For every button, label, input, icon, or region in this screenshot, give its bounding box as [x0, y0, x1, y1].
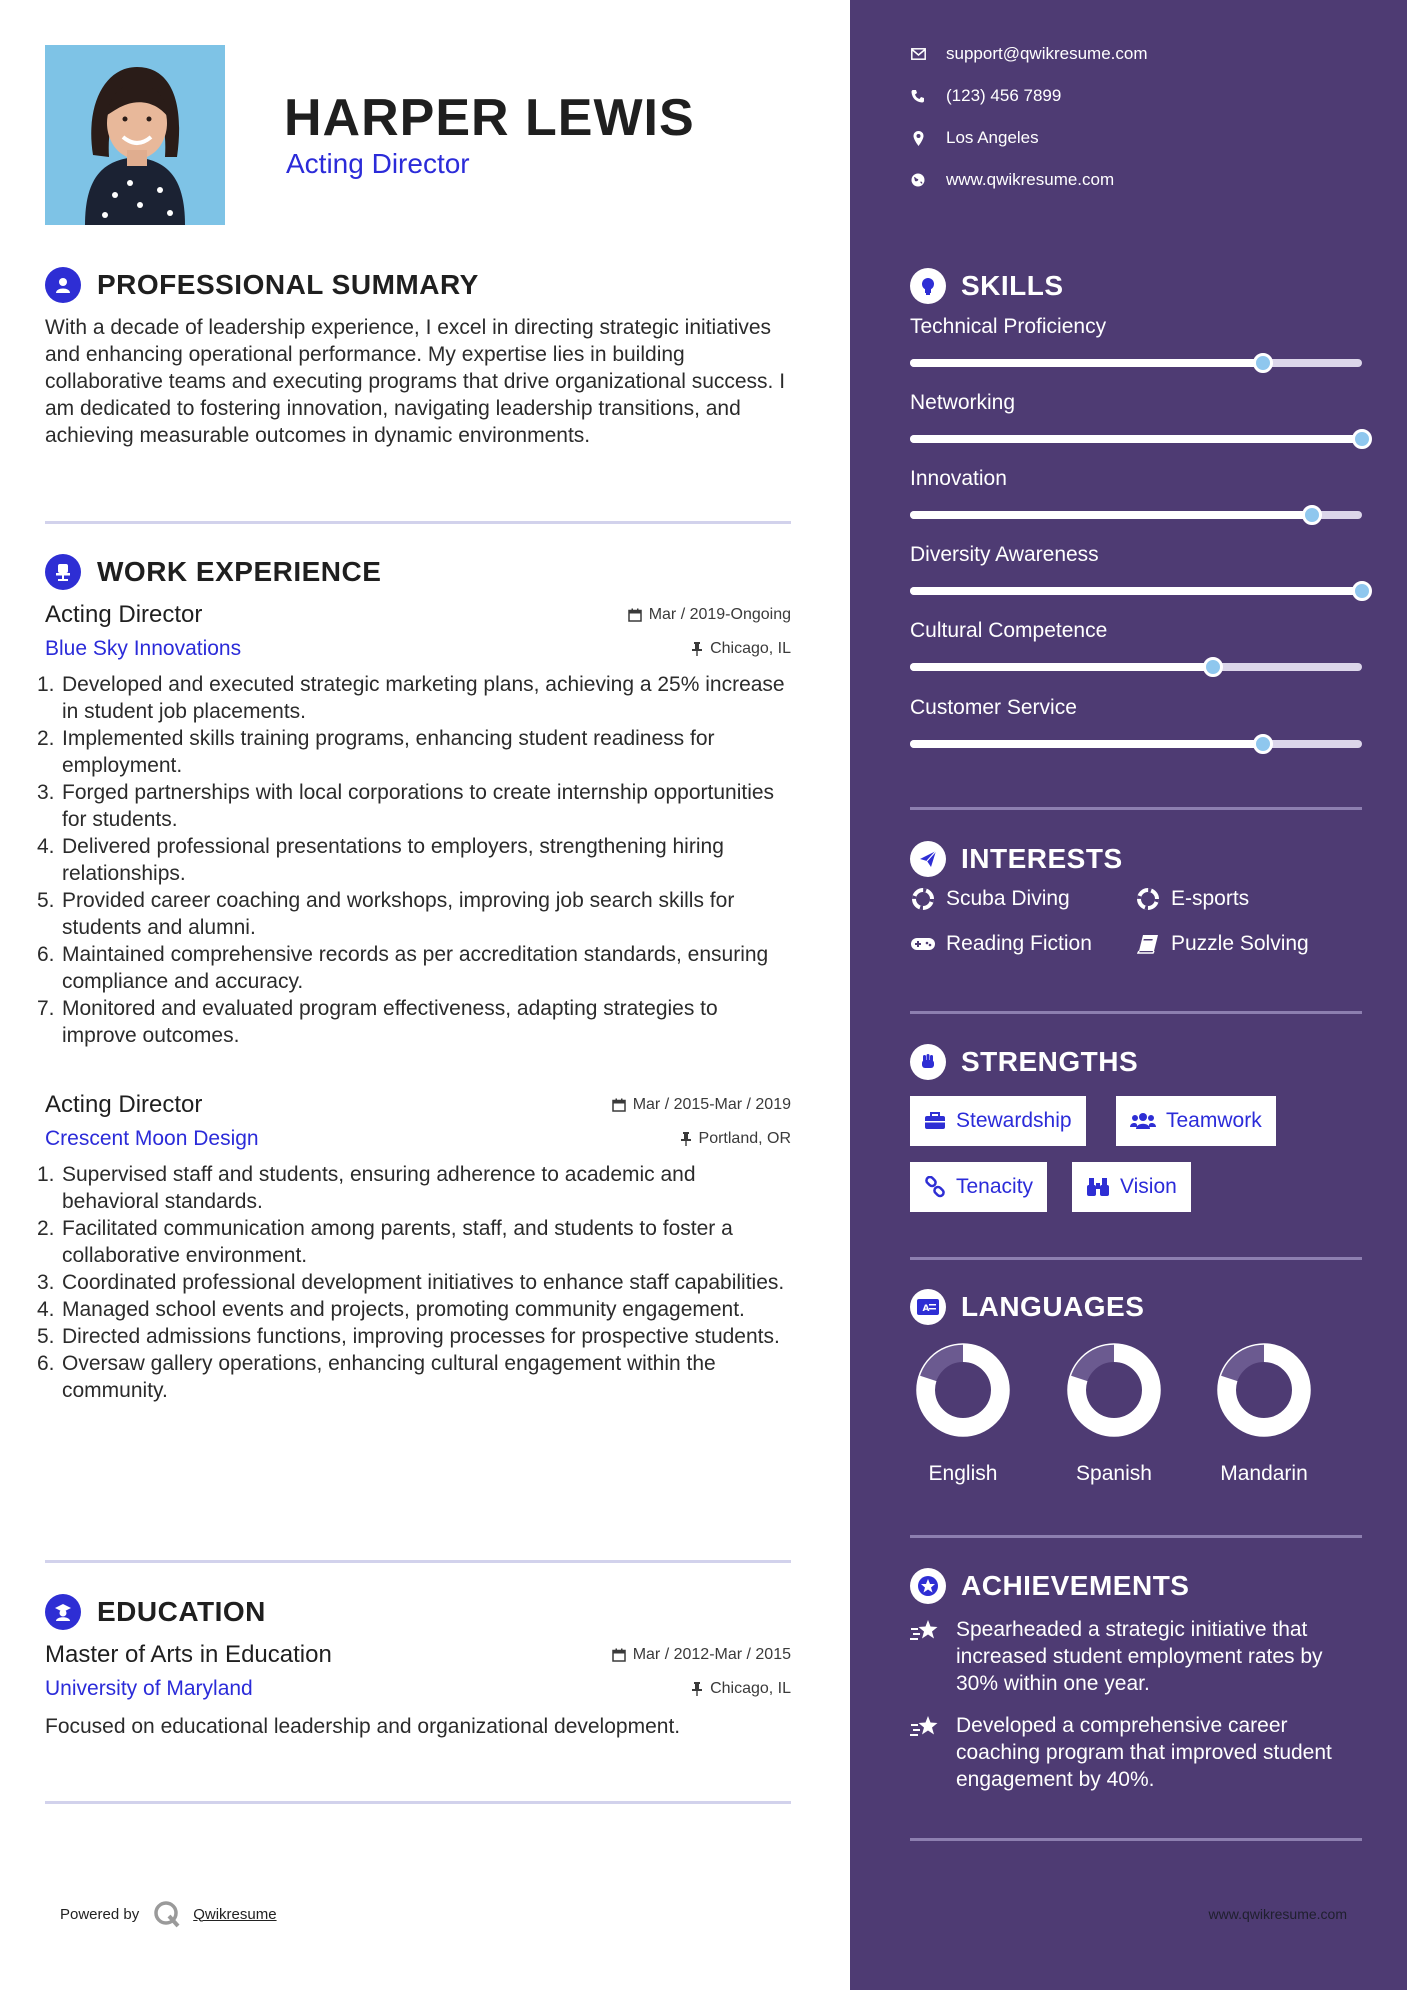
- education-dates-text: Mar / 2012-Mar / 2015: [632, 1646, 791, 1663]
- achievements-section-header: [910, 1567, 1189, 1605]
- skill-name: Innovation: [910, 467, 1007, 490]
- pin-icon: [680, 1132, 692, 1146]
- profile-photo: [45, 45, 225, 225]
- skill-bar-knob: [1253, 353, 1273, 373]
- globe-icon: [911, 173, 925, 187]
- candidate-role: Acting Director: [286, 148, 470, 179]
- strength-label: Vision: [1120, 1175, 1177, 1198]
- list-item: 7. Monitored and evaluated program effectiveness, adapting strategies to improve outcomes.: [37, 997, 718, 1047]
- contact-location: [910, 128, 1039, 148]
- language-name: English: [928, 1462, 998, 1485]
- briefcase-icon: [924, 1112, 946, 1130]
- education-description: Focused on educational leadership and organizational development.: [45, 1715, 681, 1738]
- job-title: Acting Director: [45, 1091, 203, 1118]
- degree-title: Master of Arts in Education: [45, 1641, 332, 1668]
- section-divider: [910, 1011, 1362, 1014]
- interest-label: Reading Fiction: [946, 932, 1092, 955]
- svg-text:A: A: [922, 1304, 930, 1314]
- education-entry: [45, 1641, 791, 1740]
- calendar-icon: [628, 608, 642, 622]
- pin-icon: [691, 1682, 703, 1696]
- language-proficiency-ring: [913, 1340, 1013, 1440]
- paper-plane-icon: [910, 841, 946, 877]
- skill-bar: [910, 663, 1362, 671]
- skills-section-header: [910, 267, 1064, 305]
- lightbulb-icon: [910, 268, 946, 304]
- skill-bar: [910, 359, 1362, 367]
- language-name: Spanish: [1076, 1462, 1152, 1485]
- job-title: Acting Director: [45, 601, 203, 628]
- job-bullets: [37, 671, 791, 1049]
- strength-label: Tenacity: [956, 1175, 1034, 1198]
- language-item: [1194, 1340, 1334, 1486]
- school-name: University of Maryland: [45, 1677, 253, 1700]
- skill-bar-knob: [1302, 505, 1322, 525]
- section-divider: [910, 1838, 1362, 1841]
- interest-label: E-sports: [1171, 887, 1250, 910]
- phone-icon: [911, 89, 925, 103]
- skill-bar-knob: [1352, 581, 1372, 601]
- contact-phone-text: (123) 456 7899: [946, 86, 1062, 105]
- candidate-name: HARPER LEWIS: [284, 89, 695, 147]
- list-item: 1. Developed and executed strategic marketing plans, achieving a 25% increase in student job placements.: [37, 673, 785, 723]
- contact-website[interactable]: [910, 170, 1114, 190]
- interest-label: Puzzle Solving: [1171, 932, 1309, 955]
- education-title: EDUCATION: [97, 1596, 266, 1627]
- achievement-item: [910, 1616, 1370, 1697]
- skill-name: Technical Proficiency: [910, 315, 1107, 338]
- star-badge-icon: [910, 1568, 946, 1604]
- contact-email[interactable]: [910, 44, 1148, 64]
- education-dates: [612, 1646, 791, 1664]
- interest-label: Scuba Diving: [946, 887, 1070, 910]
- skill-bar: [910, 435, 1362, 443]
- link-icon: [924, 1176, 946, 1198]
- summary-text: With a decade of leadership experience, I excel in directing strategic initiatives and enhancing operational performance. My expertise lies in building collaborative teams and executing programs that drive organizational success. I am dedicated to fostering innovation, navigating leadership transitions, and achieving measurable outcomes in dynamic environments.: [45, 316, 786, 447]
- binoculars-icon: [1086, 1177, 1110, 1197]
- skill-item: [910, 543, 1362, 595]
- qwikresume-link[interactable]: Qwikresume: [193, 1905, 277, 1923]
- contact-email-text: support@qwikresume.com: [946, 44, 1148, 63]
- languages-title: LANGUAGES: [961, 1291, 1145, 1322]
- section-divider: [45, 1560, 791, 1563]
- strength-label: Teamwork: [1166, 1109, 1262, 1132]
- job-dates-text: Mar / 2019-Ongoing: [648, 606, 791, 623]
- sidebar: [850, 0, 1407, 1990]
- users-icon: [1130, 1112, 1156, 1130]
- skill-item: [910, 619, 1362, 671]
- list-item: 4. Delivered professional presentations to employers, strengthening hiring relationships.: [37, 835, 724, 885]
- skill-item: [910, 467, 1362, 519]
- job-dates-text: Mar / 2015-Mar / 2019: [632, 1096, 791, 1113]
- job-location: [691, 640, 791, 658]
- strength-tag: [910, 1162, 1047, 1212]
- job-entry: [37, 601, 791, 1049]
- language-proficiency-ring: [1214, 1340, 1314, 1440]
- section-divider: [45, 521, 791, 524]
- job-entry: [37, 1091, 791, 1404]
- list-item: 4. Managed school events and projects, promoting community engagement.: [37, 1298, 745, 1321]
- skill-item: [910, 391, 1362, 443]
- life-ring-icon: [912, 888, 934, 910]
- job-bullets: [37, 1161, 791, 1404]
- contact-website-text: www.qwikresume.com: [946, 170, 1115, 189]
- list-item: 1. Supervised staff and students, ensuring adherence to academic and behavioral standards.: [37, 1163, 696, 1213]
- skill-bar: [910, 587, 1362, 595]
- strength-tag: [1072, 1162, 1191, 1212]
- strengths-section-header: [910, 1043, 1138, 1081]
- interest-item: [1135, 887, 1249, 911]
- list-item: 5. Provided career coaching and workshops, improving job search skills for students and alumni.: [37, 889, 735, 939]
- user-icon: [45, 267, 81, 303]
- education-section-header: [45, 1593, 791, 1631]
- company-name: Blue Sky Innovations: [45, 637, 242, 660]
- summary-section: [45, 266, 791, 449]
- calendar-icon: [612, 1098, 626, 1112]
- strength-label: Stewardship: [956, 1109, 1072, 1132]
- life-ring-icon: [1137, 888, 1159, 910]
- interests-section-header: [910, 840, 1123, 878]
- skill-bar-knob: [1203, 657, 1223, 677]
- skill-item: [910, 315, 1362, 367]
- summary-title: PROFESSIONAL SUMMARY: [97, 269, 479, 300]
- interest-item: [910, 887, 1070, 911]
- strength-tag: [1116, 1096, 1276, 1146]
- section-divider: [910, 807, 1362, 810]
- interest-item: [1135, 932, 1309, 956]
- languages-section-header: [910, 1288, 1144, 1326]
- job-location: [680, 1130, 791, 1148]
- list-item: 6. Maintained comprehensive records as per accreditation standards, ensuring compliance and accuracy.: [37, 943, 769, 993]
- star-shooting-icon: [910, 1714, 940, 1738]
- skill-bar-knob: [1253, 734, 1273, 754]
- achievement-text: Developed a comprehensive career coaching program that improved student engagement by 40%.: [956, 1714, 1332, 1791]
- list-item: 3. Forged partnerships with local corporations to create internship opportunities for students.: [37, 781, 775, 831]
- language-proficiency-ring: [1064, 1340, 1164, 1440]
- achievement-text: Spearheaded a strategic initiative that increased student employment rates by 30% within one year.: [956, 1618, 1323, 1695]
- job-location-text: Portland, OR: [698, 1130, 791, 1147]
- education-location: [691, 1680, 791, 1698]
- office-chair-icon: [45, 554, 81, 590]
- portrait-image: [45, 45, 225, 225]
- achievement-item: [910, 1712, 1370, 1793]
- interest-item: [910, 932, 1092, 956]
- list-item: 2. Facilitated communication among parents, staff, and students to foster a collaborative environment.: [37, 1217, 733, 1267]
- star-shooting-icon: [910, 1618, 940, 1642]
- list-item: 6. Oversaw gallery operations, enhancing cultural engagement within the community.: [37, 1352, 716, 1402]
- language-name: Mandarin: [1220, 1462, 1308, 1485]
- qwikresume-logo-icon: [153, 1900, 181, 1928]
- list-item: 3. Coordinated professional development initiatives to enhance staff capabilities.: [37, 1271, 785, 1294]
- skill-bar-knob: [1352, 429, 1372, 449]
- achievements-title: ACHIEVEMENTS: [961, 1570, 1190, 1601]
- interests-title: INTERESTS: [961, 843, 1123, 874]
- pin-icon: [691, 642, 703, 656]
- language-item: [893, 1340, 1033, 1486]
- language-icon: [910, 1289, 946, 1325]
- section-divider: [45, 1801, 791, 1804]
- skills-title: SKILLS: [961, 270, 1064, 301]
- skill-name: Networking: [910, 391, 1016, 414]
- list-item: 5. Directed admissions functions, improving processes for prospective students.: [37, 1325, 780, 1348]
- graduate-icon: [45, 1594, 81, 1630]
- section-divider: [910, 1257, 1362, 1260]
- book-icon: [1137, 934, 1159, 954]
- skill-name: Diversity Awareness: [910, 543, 1099, 566]
- powered-by-label: Powered by: [60, 1905, 140, 1923]
- job-dates: [612, 1096, 791, 1114]
- company-name: Crescent Moon Design: [45, 1127, 259, 1150]
- envelope-icon: [911, 48, 926, 60]
- skill-name: Cultural Competence: [910, 619, 1108, 642]
- fist-icon: [910, 1044, 946, 1080]
- footer-branding: [60, 1900, 277, 1928]
- footer-website[interactable]: www.qwikresume.com: [1208, 1906, 1347, 1922]
- strengths-title: STRENGTHS: [961, 1046, 1139, 1077]
- list-item: 2. Implemented skills training programs, enhancing student readiness for employment.: [37, 727, 715, 777]
- education-location-text: Chicago, IL: [710, 1680, 791, 1697]
- map-marker-icon: [913, 131, 924, 146]
- gamepad-icon: [910, 936, 936, 952]
- skill-item: [910, 696, 1362, 748]
- contact-location-text: Los Angeles: [946, 128, 1039, 147]
- skill-bar: [910, 511, 1362, 519]
- contact-phone[interactable]: [910, 86, 1061, 106]
- job-dates: [628, 606, 791, 624]
- skill-name: Customer Service: [910, 696, 1077, 719]
- section-divider: [910, 1535, 1362, 1538]
- work-title: WORK EXPERIENCE: [97, 556, 382, 587]
- language-item: [1044, 1340, 1184, 1486]
- work-section-header: [45, 553, 791, 591]
- calendar-icon: [612, 1648, 626, 1662]
- job-location-text: Chicago, IL: [710, 640, 791, 657]
- skill-bar: [910, 740, 1362, 748]
- strength-tag: [910, 1096, 1086, 1146]
